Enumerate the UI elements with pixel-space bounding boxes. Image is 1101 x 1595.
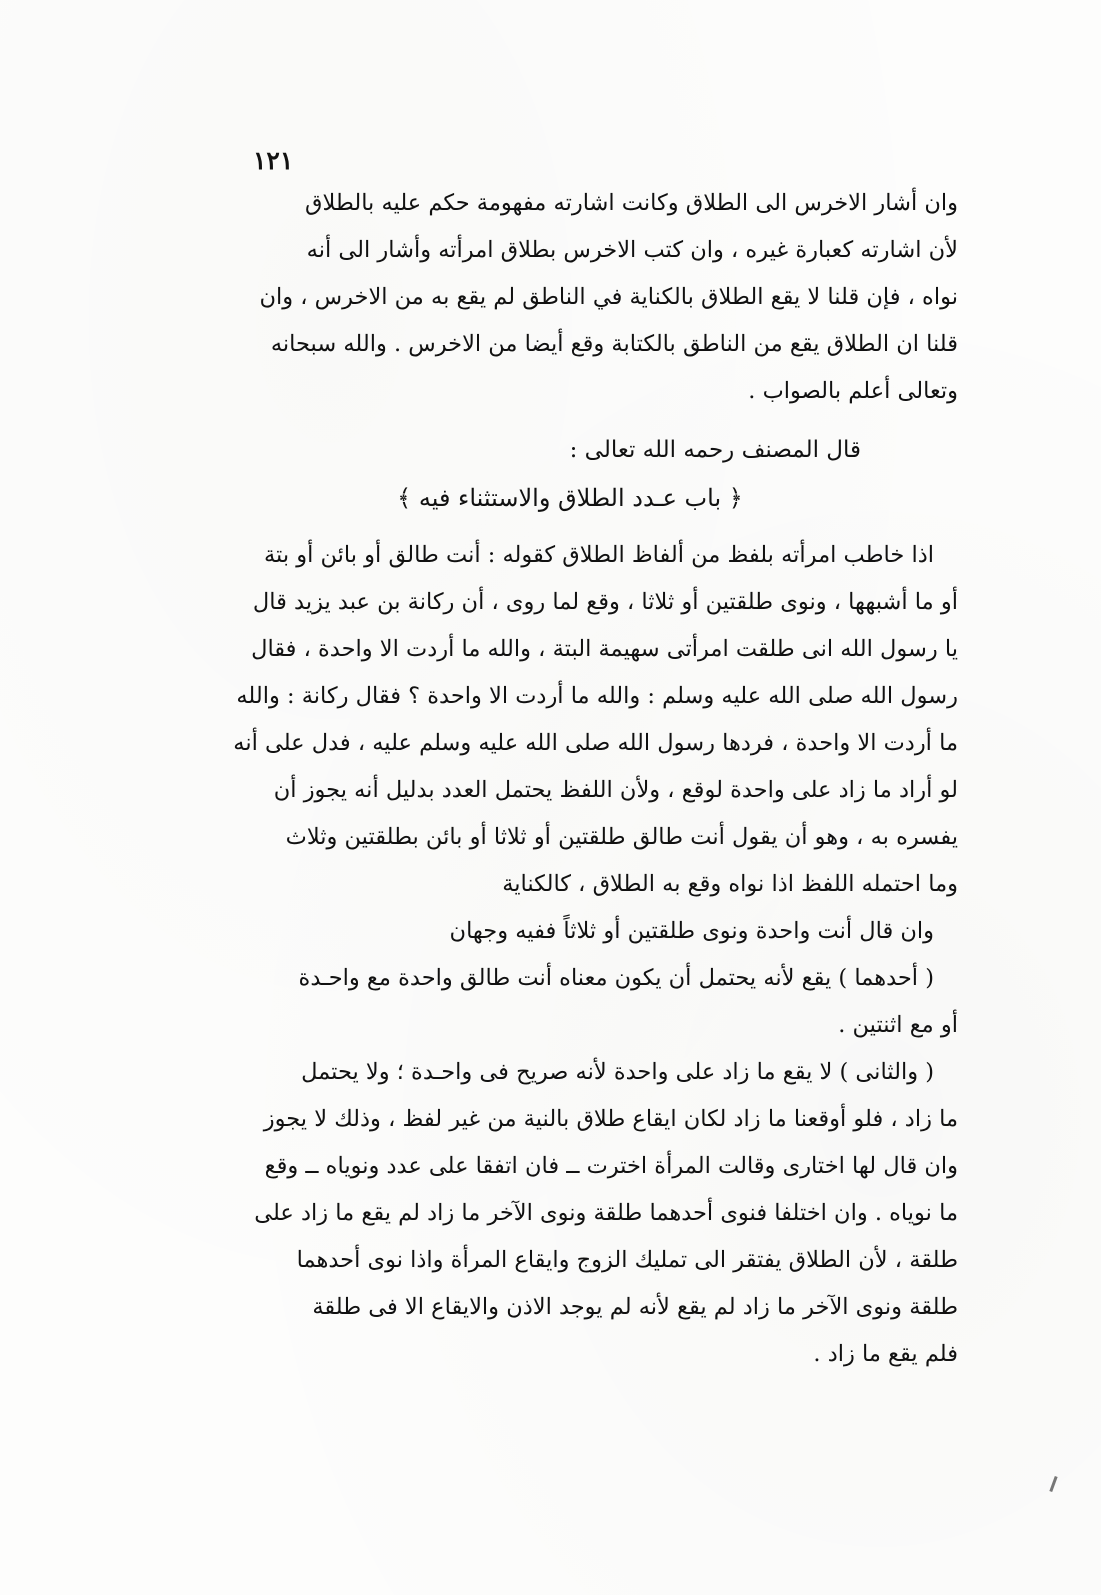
scan-mark [1049, 1476, 1057, 1492]
text-line: يفسره به ، وهو أن يقول أنت طالق طلقتين أو ثلاثا أو بائن بطلقتين وثلاث [285, 824, 958, 850]
text-line: نواه ، فإن قلنا لا يقع الطلاق بالكناية في الناطق لم يقع به من الاخرس ، وان [259, 284, 958, 310]
text-line: فلم يقع ما زاد . [813, 1341, 958, 1367]
text-line: ما أردت الا واحدة ، فردها رسول الله صلى الله عليه وسلم عليه ، فدل على أنه [233, 730, 958, 756]
paragraph-wahida [190, 908, 958, 1049]
text-line: وان قال أنت واحدة ونوى طلقتين أو ثلاثاً ففيه وجهان [449, 918, 934, 944]
text-line: أو ما أشبهها ، ونوى طلقتين أو ثلاثا ، وقع لما روى ، أن ركانة بن عبد يزيد قال [252, 589, 958, 615]
paragraph-chapter-body [190, 532, 958, 908]
text-line: أو مع اثنتين . [838, 1012, 958, 1038]
text-line: ( والثانى ) لا يقع ما زاد على واحدة لأنه صريح فى واحـدة ؛ ولا يحتمل [301, 1059, 934, 1085]
text-line: وان أشار الاخرس الى الطلاق وكانت اشارته مفهومة حكم عليه بالطلاق [305, 190, 958, 216]
text-line: طلقة ، لأن الطلاق يفتقر الى تمليك الزوج وايقاع المرأة واذا نوى أحدهما [296, 1247, 958, 1273]
text-line: ما نوياه . وان اختلفا فنوى أحدهما طلقة ونوى الآخر ما زاد لم يقع ما زاد على [254, 1200, 958, 1226]
text-line: طلقة ونوى الآخر ما زاد لم يقع لأنه لم يوجد الاذن والايقاع الا فى طلقة [312, 1294, 958, 1320]
text-line: وان قال لها اختارى وقالت المرأة اخترت ــ فان اتفقا على عدد ونوياه ــ وقع [264, 1153, 958, 1179]
text-line: رسول الله صلى الله عليه وسلم : والله ما أردت الا واحدة ؟ فقال ركانة : والله [236, 683, 958, 709]
page-number: ١٢١ [253, 146, 294, 175]
text-line: وتعالى أعلم بالصواب . [748, 378, 958, 404]
text-line: لو أراد ما زاد على واحدة لوقع ، ولأن اللفظ يحتمل العدد بدليل أنه يجوز أن [273, 777, 958, 803]
text-line: ما زاد ، فلو أوقعنا ما زاد لكان ايقاع طلاق بالنية من غير لفظ ، وذلك لا يجوز [263, 1106, 958, 1132]
paragraph-intro [190, 180, 958, 415]
text-line: اذا خاطب امرأته بلفظ من ألفاظ الطلاق كقوله : أنت طالق أو بائن أو بتة [263, 542, 934, 568]
author-heading: قال المصنف رحمه الله تعالى : [569, 437, 861, 463]
text-line: وما احتمله اللفظ اذا نواه وقع به الطلاق ، كالكناية [502, 871, 958, 897]
paragraph-second-view [190, 1049, 958, 1378]
text-line: قلنا ان الطلاق يقع من الناطق بالكتابة وقع أيضا من الاخرس . والله سبحانه [270, 331, 958, 357]
chapter-heading: ﴿ باب عـدد الطلاق والاستثناء فيه ﴾ [397, 484, 743, 512]
text-line: يا رسول الله انى طلقت امرأتى سهيمة البتة ، والله ما أردت الا واحدة ، فقال [251, 636, 958, 662]
text-line: لأن اشارته كعبارة غيره ، وان كتب الاخرس بطلاق امرأته وأشار الى أنه [306, 237, 958, 263]
text-line: ( أحدهما ) يقع لأنه يحتمل أن يكون معناه أنت طالق واحدة مع واحـدة [298, 965, 934, 991]
